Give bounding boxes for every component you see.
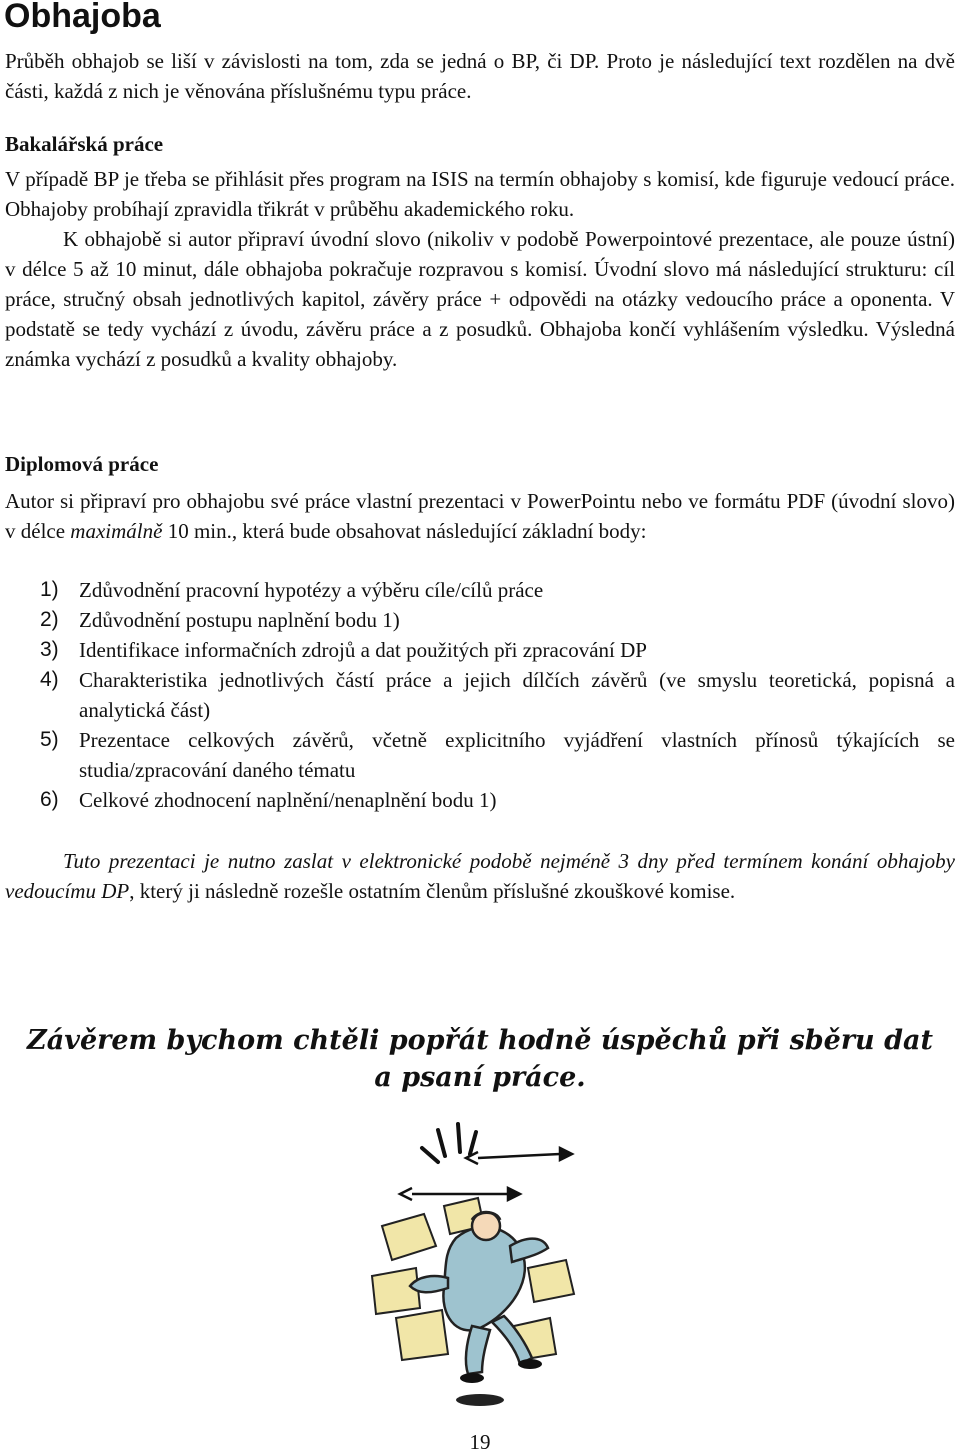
dp-paragraph-emphasis: maximálně	[70, 519, 163, 543]
bp-heading: Bakalářská práce	[5, 132, 164, 156]
dp-paragraph	[5, 486, 955, 546]
list-item-number: 2)	[40, 608, 59, 631]
list-item	[5, 665, 955, 725]
list-item-text: Identifikace informačních zdrojů a dat použitých při zpracování DP	[79, 638, 647, 662]
bp-paragraph-2: K obhajobě si autor připraví úvodní slovo (nikoliv v podobě Powerpointové prezentace, ale pouze ústní) v délce 5 až 10 minut, dále obhajoba pokračuje rozpravou s komisí. Úvodní slovo má následující strukturu: cíl práce, stručný obsah jednotlivých kapitol, závěry práce + odpovědi na otázky vedoucího práce a oponenta. V podstatě se tedy vychází z úvodu, závěru práce a z posudků. Obhajoba končí vyhlášením výsledku. Výsledná známka vychází z posudků a kvality obhajoby.	[5, 227, 955, 371]
list-item-text: Zdůvodnění postupu naplnění bodu 1)	[79, 608, 400, 632]
dp-heading: Diplomová práce	[5, 452, 159, 476]
dp-note-italic: Tuto prezentaci je nutno zaslat v elektronické podobě nejméně 3 dny před termínem konání obhajoby vedoucímu DP	[5, 849, 955, 903]
list-item-number: 3)	[40, 638, 59, 661]
list-item-text: Charakteristika jednotlivých částí práce a jejich dílčích závěrů (ve smyslu teoretická, popisná a analytická část)	[79, 668, 955, 722]
dp-points-list	[5, 575, 955, 815]
list-item-number: 6)	[40, 788, 59, 811]
bp-paragraph-1: V případě BP je třeba se přihlásit přes program na ISIS na termín obhajoby s komisí, kde figuruje vedoucí práce. Obhajoby probíhají zpravidla třikrát v průběhu akademického roku.	[5, 167, 955, 221]
list-item	[5, 725, 955, 785]
celebration-illustration	[360, 1118, 600, 1418]
closing-line-1: Závěrem bychom chtěli popřát hodně úspěchů při sběru dat	[27, 1025, 933, 1056]
closing-line-2: a psaní práce.	[374, 1062, 586, 1093]
dp-note-rest: , který ji následně rozešle ostatním členům příslušné zkouškové komise.	[129, 879, 736, 903]
page-title: Obhajoba	[4, 0, 161, 35]
closing-wish	[0, 1022, 960, 1096]
dp-paragraph-end: 10 min., která bude obsahovat následující základní body:	[162, 519, 647, 543]
page-number: 19	[469, 1430, 491, 1454]
dp-paragraph-start: Autor si připraví pro obhajobu své práce vlastní prezentaci v PowerPointu nebo ve formátu PDF (úvodní slovo) v délce	[5, 489, 955, 543]
dp-note-paragraph	[5, 846, 955, 906]
intro-paragraph: Průběh obhajob se liší v závislosti na tom, zda se jedná o BP, či DP. Proto je následující text rozdělen na dvě části, každá z nich je věnována příslušnému typu práce.	[5, 49, 955, 103]
dart-arrows	[400, 1148, 572, 1200]
list-item-text: Prezentace celkových závěrů, včetně explicitního vyjádření vlastních přínosů týkajících se studia/zpracování daného tématu	[79, 728, 955, 782]
list-item-number: 4)	[40, 668, 59, 691]
list-item	[5, 635, 955, 665]
list-item	[5, 785, 955, 815]
list-item-text: Celkové zhodnocení naplnění/nenaplnění bodu 1)	[79, 788, 497, 812]
list-item-number: 5)	[40, 728, 59, 751]
list-item-text: Zdůvodnění pracovní hypotézy a výběru cíle/cílů práce	[79, 578, 544, 602]
list-item-number: 1)	[40, 578, 59, 601]
list-item	[5, 605, 955, 635]
list-item	[5, 575, 955, 605]
figure-shadow	[456, 1394, 504, 1406]
